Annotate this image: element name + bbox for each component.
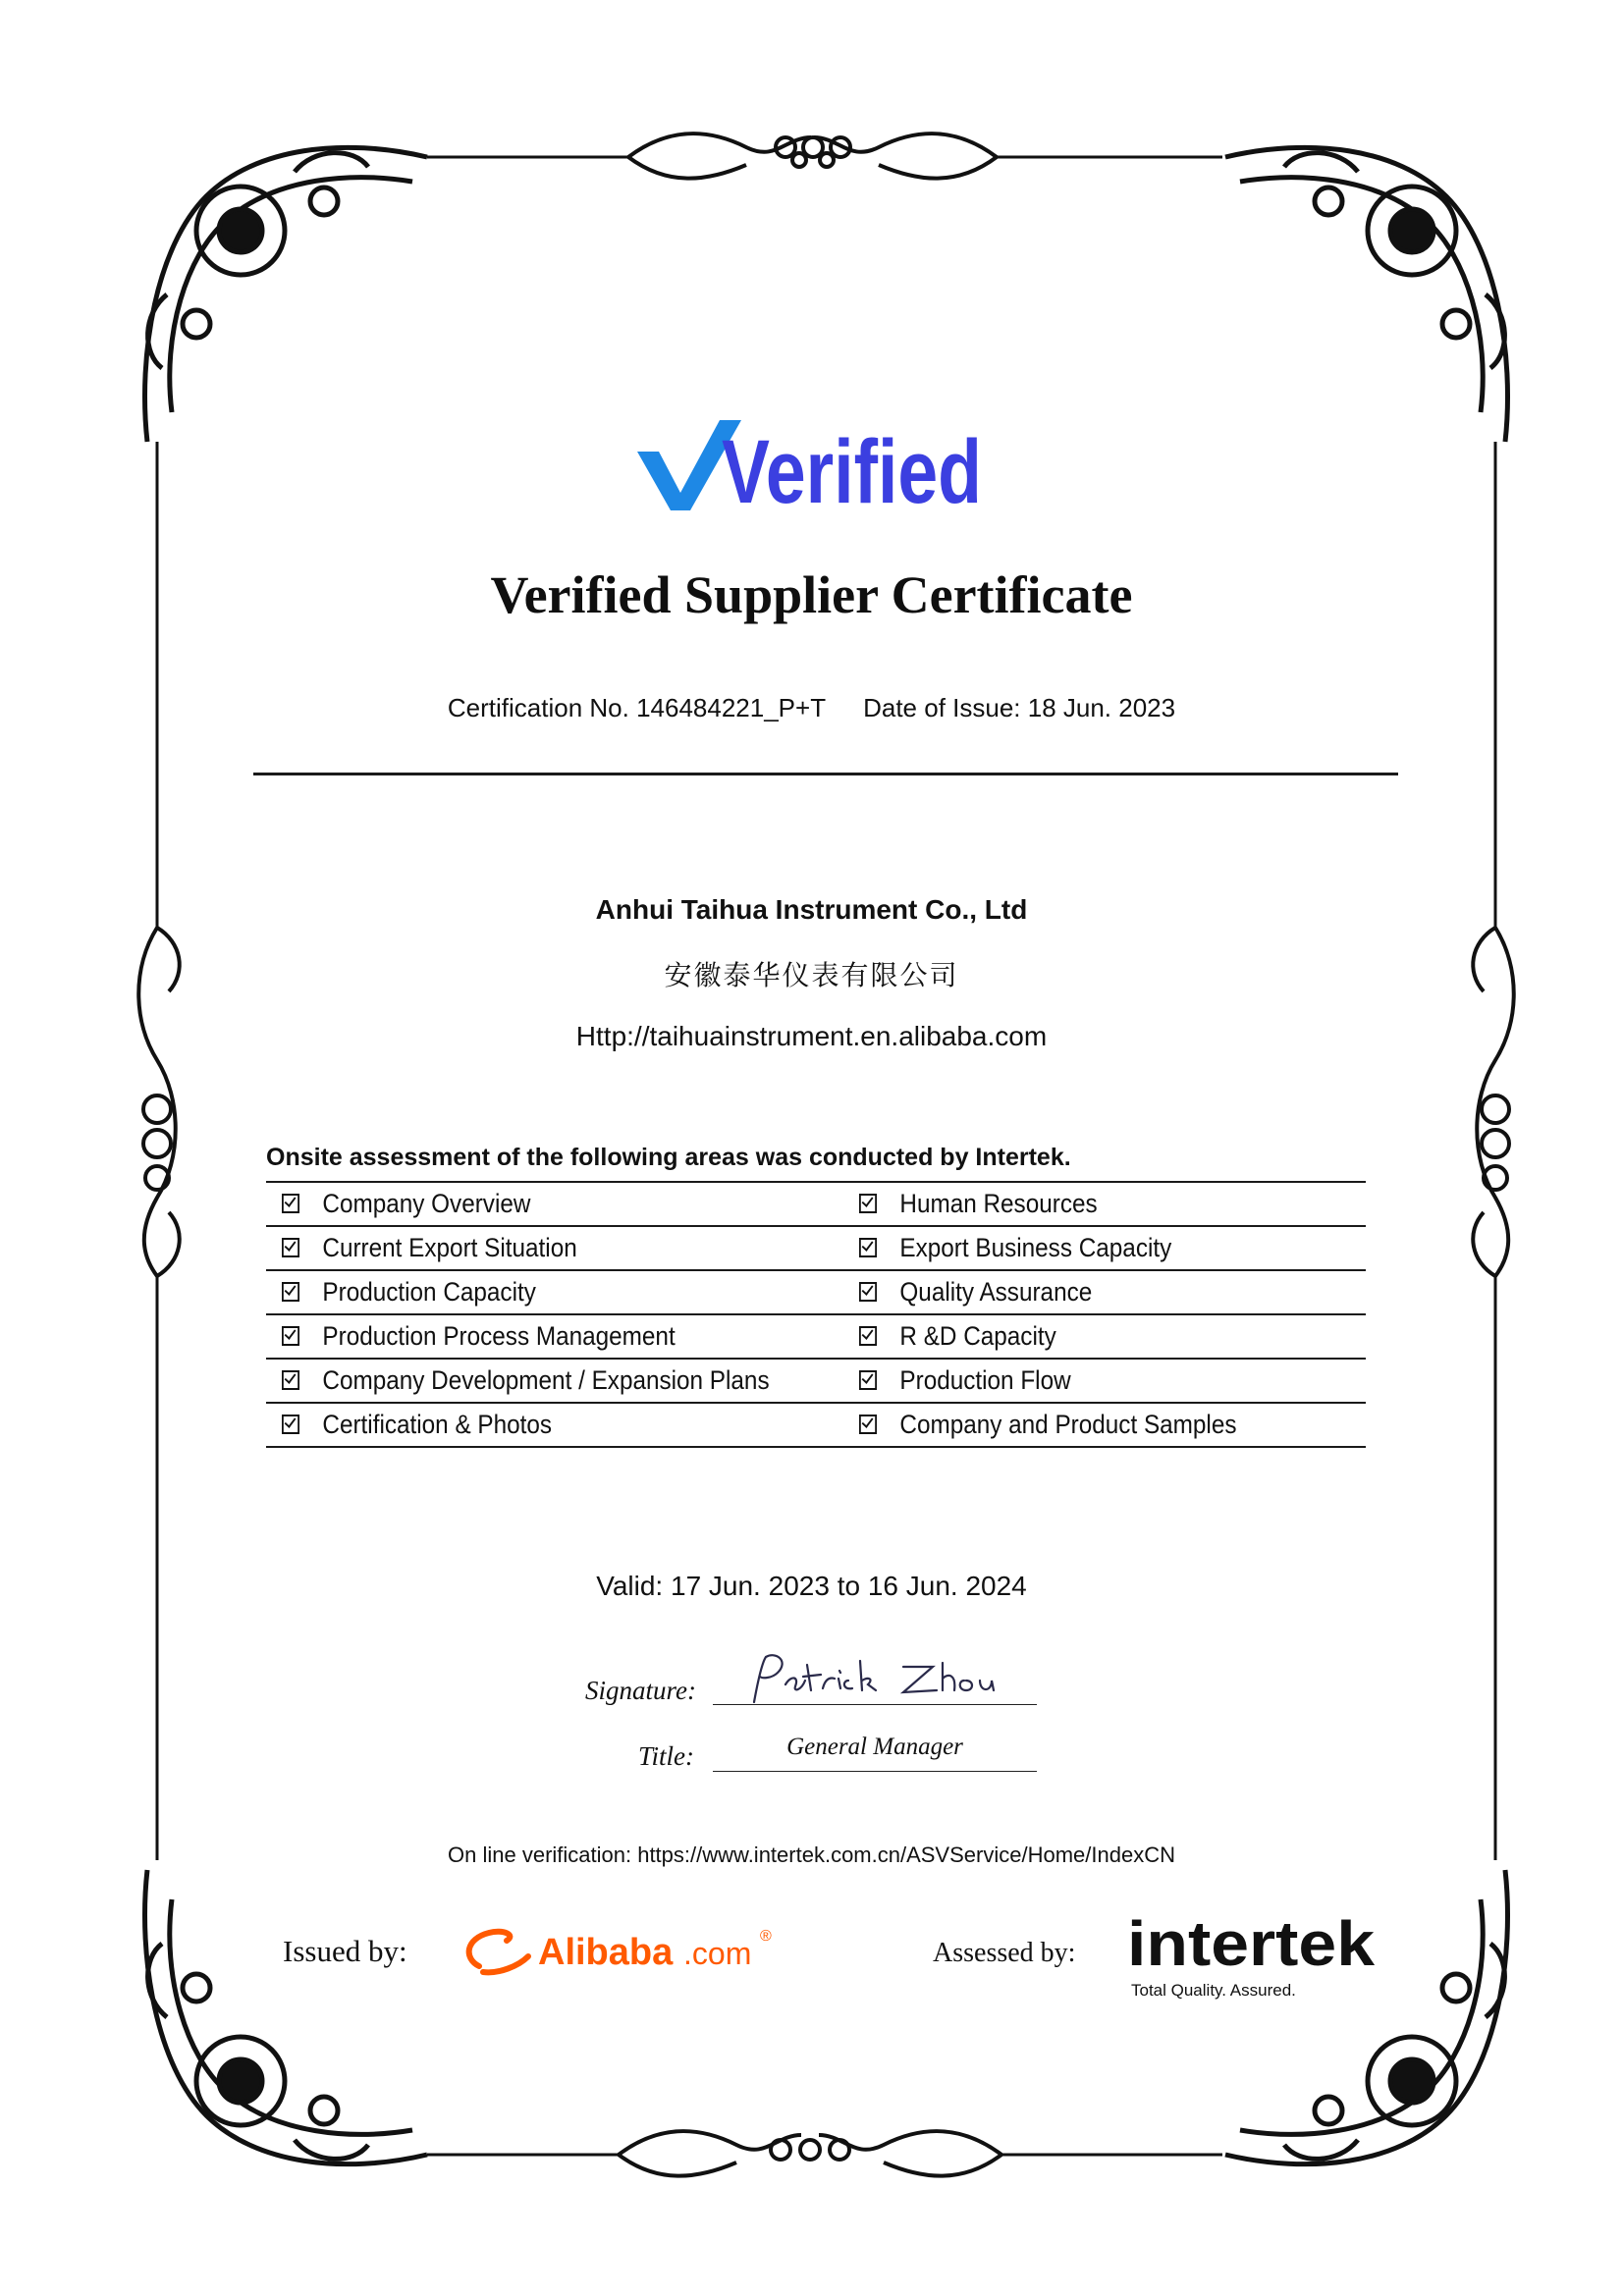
checkbox-checked-icon bbox=[282, 1282, 299, 1302]
alibaba-registered-mark: ® bbox=[760, 1928, 772, 1945]
signature-label: Signature: bbox=[585, 1676, 696, 1705]
checkbox-checked-icon bbox=[859, 1370, 877, 1390]
corner-ornament-top-right bbox=[1225, 147, 1508, 442]
assessment-item: Current Export Situation bbox=[282, 1227, 577, 1269]
assessment-item: Company Overview bbox=[282, 1183, 530, 1225]
validity-period: Valid: 17 Jun. 2023 to 16 Jun. 2024 bbox=[596, 1571, 1027, 1601]
assessment-item: R &D Capacity bbox=[859, 1315, 1056, 1358]
handwritten-signature bbox=[746, 1651, 1011, 1710]
intertek-logo bbox=[1127, 1908, 1382, 2007]
header-divider bbox=[253, 773, 1398, 775]
company-name-cn: 安徽泰华仪表有限公司 bbox=[664, 959, 959, 991]
title-value: General Manager bbox=[786, 1734, 963, 1760]
title-label: Title: bbox=[638, 1741, 695, 1771]
assessment-item: Export Business Capacity bbox=[859, 1227, 1171, 1269]
checkbox-checked-icon bbox=[859, 1282, 877, 1302]
checkbox-checked-icon bbox=[859, 1238, 877, 1257]
checkbox-checked-icon bbox=[859, 1415, 877, 1434]
checkbox-checked-icon bbox=[282, 1370, 299, 1390]
title-line bbox=[713, 1771, 1037, 1772]
assessment-item: Company and Product Samples bbox=[859, 1404, 1236, 1446]
corner-ornament-top-left bbox=[145, 147, 428, 442]
issued-by-label: Issued by: bbox=[283, 1934, 407, 1968]
bottom-center-ornament bbox=[619, 2131, 1001, 2176]
signature-line bbox=[713, 1704, 1037, 1705]
checkbox-checked-icon bbox=[859, 1194, 877, 1213]
verified-logo-text: Verified bbox=[721, 422, 982, 522]
certification-number: Certification No. 146484221_P+T bbox=[447, 693, 827, 722]
assessment-row bbox=[266, 1269, 1366, 1313]
certificate-title: Verified Supplier Certificate bbox=[490, 565, 1133, 624]
verified-logo-graphic bbox=[635, 412, 989, 520]
assessment-item: Company Development / Expansion Plans bbox=[282, 1360, 770, 1402]
alibaba-logo bbox=[460, 1919, 793, 1993]
issue-date: Date of Issue: 18 Jun. 2023 bbox=[863, 693, 1176, 722]
assessment-heading: Onsite assessment of the following areas was conducted by Intertek. bbox=[266, 1144, 1071, 1171]
alibaba-logo-graphic bbox=[460, 1919, 793, 1988]
assessment-item: Production Capacity bbox=[282, 1271, 536, 1313]
assessment-row bbox=[266, 1225, 1366, 1269]
assessment-table bbox=[266, 1181, 1366, 1448]
assessment-item: Production Flow bbox=[859, 1360, 1071, 1402]
assessment-item: Production Process Management bbox=[282, 1315, 676, 1358]
verified-logo bbox=[0, 412, 1623, 520]
online-verification: On line verification: https://www.intertek.com.cn/ASVService/Home/IndexCN bbox=[448, 1842, 1175, 1867]
company-name-en: Anhui Taihua Instrument Co., Ltd bbox=[595, 894, 1028, 925]
company-url: Http://taihuainstrument.en.alibaba.com bbox=[575, 1021, 1048, 1051]
assessment-row bbox=[266, 1181, 1366, 1225]
corner-ornament-bottom-left bbox=[145, 1870, 428, 2164]
alibaba-logo-suffix: .com bbox=[683, 1936, 752, 1971]
certificate-meta bbox=[0, 693, 1623, 723]
top-center-ornament bbox=[628, 133, 997, 179]
assessment-item: Quality Assurance bbox=[859, 1271, 1092, 1313]
assessment-row bbox=[266, 1402, 1366, 1448]
assessment-item: Certification & Photos bbox=[282, 1404, 552, 1446]
assessment-row bbox=[266, 1358, 1366, 1402]
checkbox-checked-icon bbox=[282, 1415, 299, 1434]
checkbox-checked-icon bbox=[282, 1326, 299, 1346]
assessment-item: Human Resources bbox=[859, 1183, 1098, 1225]
intertek-logo-graphic bbox=[1127, 1908, 1382, 2002]
intertek-logo-text: intertek bbox=[1127, 1908, 1376, 1979]
intertek-tagline: Total Quality. Assured. bbox=[1131, 1981, 1296, 2000]
alibaba-mark-icon bbox=[469, 1932, 528, 1973]
checkbox-checked-icon bbox=[282, 1194, 299, 1213]
alibaba-logo-text: Alibaba bbox=[538, 1932, 674, 1973]
checkbox-checked-icon bbox=[859, 1326, 877, 1346]
checkbox-checked-icon bbox=[282, 1238, 299, 1257]
assessment-row bbox=[266, 1313, 1366, 1358]
assessed-by-label: Assessed by: bbox=[933, 1938, 1076, 1968]
